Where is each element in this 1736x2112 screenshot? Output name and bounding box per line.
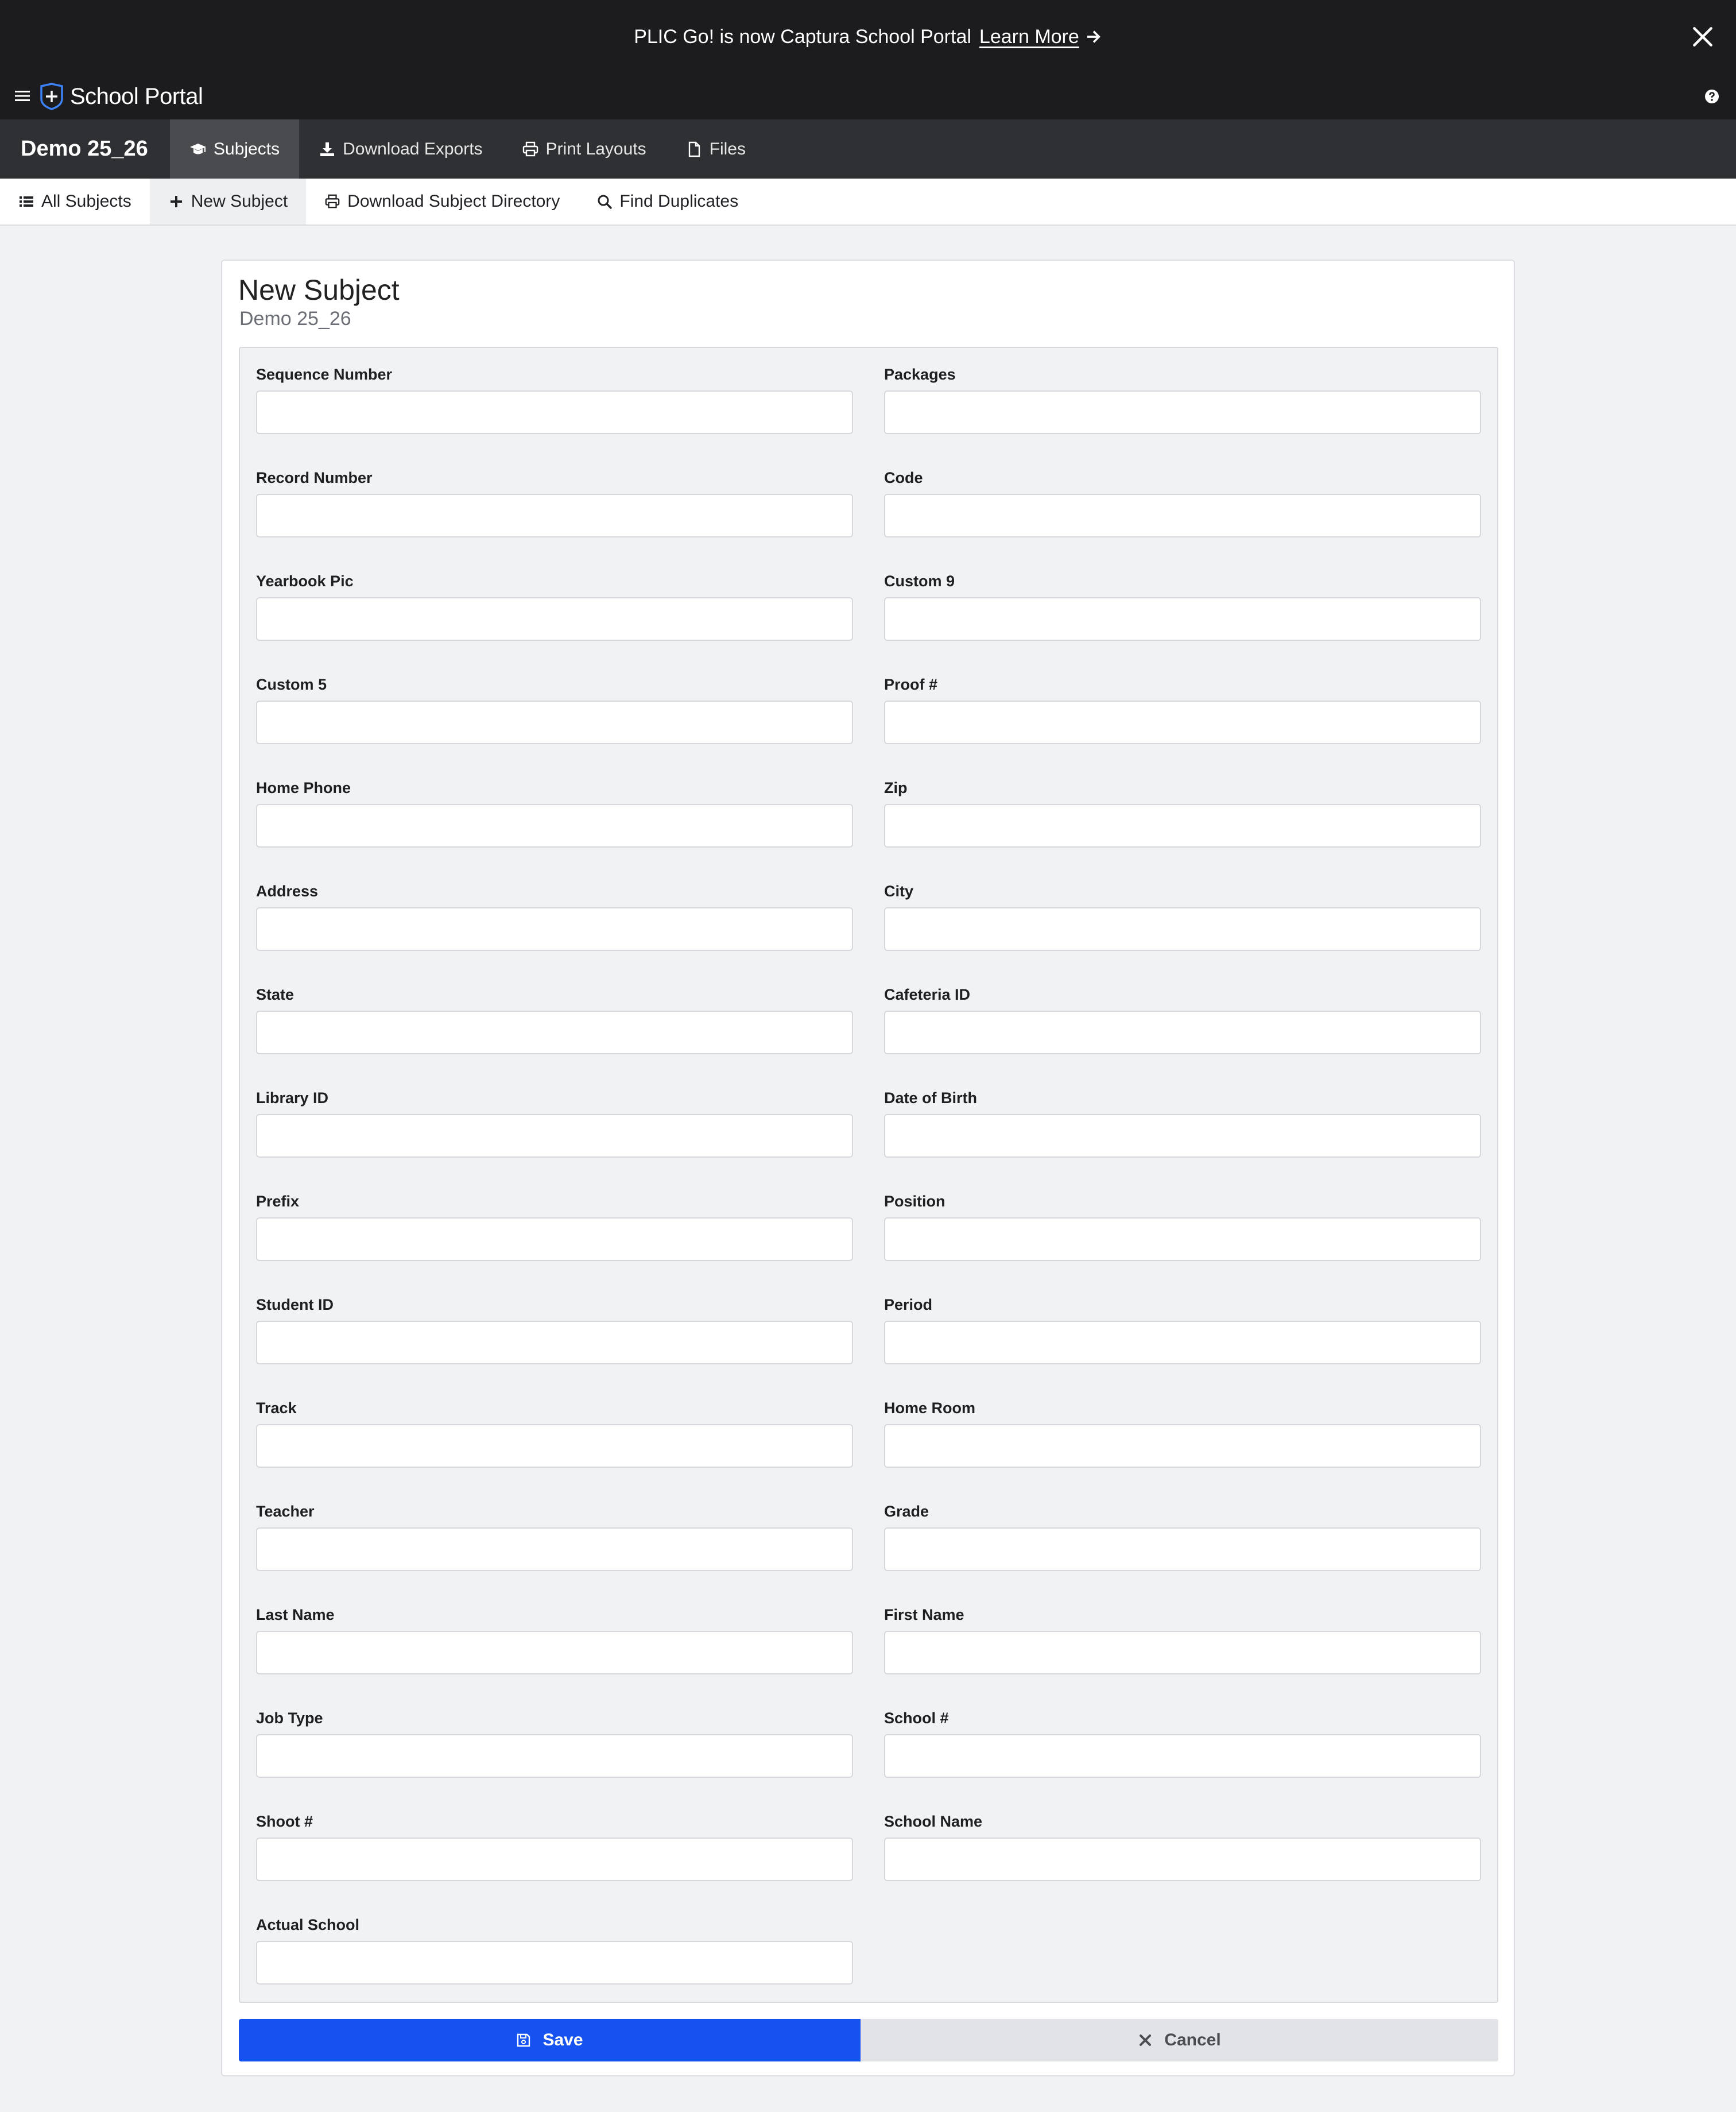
field-label: School # — [884, 1709, 949, 1727]
field-last-name — [256, 1606, 853, 1624]
times-icon — [1138, 2033, 1153, 2048]
download-icon — [319, 141, 336, 158]
field-label: State — [256, 986, 294, 1003]
printer-icon — [522, 141, 539, 158]
actual-school-input[interactable] — [256, 1941, 853, 1985]
field-label: Period — [884, 1296, 933, 1313]
subtab-download-subject-directory[interactable] — [306, 179, 578, 225]
field-label: Shoot # — [256, 1813, 313, 1830]
field-label: Teacher — [256, 1503, 315, 1520]
field-job-type — [256, 1709, 853, 1727]
printer-icon — [324, 194, 340, 210]
field-zip — [884, 779, 1481, 797]
page-title: New Subject — [238, 274, 400, 306]
learn-more-link[interactable] — [979, 26, 1102, 48]
packages-input[interactable] — [884, 390, 1481, 434]
state-input[interactable] — [256, 1011, 853, 1054]
student-id-input[interactable] — [256, 1321, 853, 1364]
code-input[interactable] — [884, 494, 1481, 537]
field-yearbook-pic — [256, 572, 853, 590]
subtab-label: New Subject — [191, 192, 288, 211]
field-label: Custom 5 — [256, 676, 327, 693]
field-school-name — [884, 1812, 1481, 1831]
arrow-right-icon — [1085, 28, 1102, 45]
help-icon[interactable] — [1704, 88, 1720, 105]
grade-input[interactable] — [884, 1527, 1481, 1571]
tab-download-exports[interactable] — [299, 119, 502, 179]
field-label: Custom 9 — [884, 573, 955, 590]
field-date-of-birth — [884, 1089, 1481, 1107]
field-first-name — [884, 1606, 1481, 1624]
cancel-label: Cancel — [1164, 2030, 1221, 2049]
announcement-message: PLIC Go! is now Captura School Portal — [634, 25, 971, 48]
field-label: Code — [884, 469, 923, 486]
subject-subnav — [0, 179, 1736, 226]
field-library-id — [256, 1089, 853, 1107]
tab-subjects[interactable] — [170, 119, 299, 179]
file-icon — [685, 141, 703, 158]
field-label: Home Phone — [256, 779, 351, 796]
school-number-input[interactable] — [884, 1734, 1481, 1778]
prefix-input[interactable] — [256, 1217, 853, 1261]
field-label: Grade — [884, 1503, 929, 1520]
field-school-number — [884, 1709, 1481, 1727]
learn-more-label: Learn More — [979, 25, 1079, 48]
field-label: Sequence Number — [256, 366, 393, 383]
record-number-input[interactable] — [256, 494, 853, 537]
save-label: Save — [542, 2030, 583, 2049]
zip-input[interactable] — [884, 804, 1481, 848]
graduation-cap-icon — [189, 141, 207, 158]
field-label: Address — [256, 883, 319, 900]
tab-label: Subjects — [214, 139, 280, 158]
field-address — [256, 882, 853, 900]
field-label: Packages — [884, 366, 956, 383]
field-sequence-number — [256, 365, 853, 384]
field-label: Prefix — [256, 1193, 300, 1210]
field-label: Track — [256, 1399, 297, 1417]
field-label: Zip — [884, 779, 908, 796]
cafeteria-id-input[interactable] — [884, 1011, 1481, 1054]
field-custom-9 — [884, 572, 1481, 590]
library-id-input[interactable] — [256, 1114, 853, 1158]
subtab-label: Find Duplicates — [619, 192, 739, 211]
field-prefix — [256, 1192, 853, 1210]
floppy-disk-icon — [516, 2033, 531, 2048]
app-header — [0, 74, 1736, 119]
field-record-number — [256, 469, 853, 487]
tab-label: Files — [709, 139, 746, 158]
field-cafeteria-id — [884, 985, 1481, 1004]
subtab-label: Download Subject Directory — [347, 192, 560, 211]
tab-print-layouts[interactable] — [502, 119, 666, 179]
tab-label: Print Layouts — [545, 139, 646, 158]
field-label: Position — [884, 1193, 946, 1210]
address-input[interactable] — [256, 907, 853, 951]
brand-name[interactable]: School Portal — [70, 84, 203, 109]
page-subtitle: Demo 25_26 — [239, 308, 351, 330]
field-actual-school — [256, 1916, 853, 1934]
field-label: Student ID — [256, 1296, 334, 1313]
field-city — [884, 882, 1481, 900]
plus-icon — [168, 194, 184, 210]
field-label: Actual School — [256, 1916, 360, 1933]
track-input[interactable] — [256, 1424, 853, 1468]
custom-5-input[interactable] — [256, 701, 853, 744]
custom-9-input[interactable] — [884, 597, 1481, 641]
field-label: Proof # — [884, 676, 938, 693]
job-type-input[interactable] — [256, 1734, 853, 1778]
proof-number-input[interactable] — [884, 701, 1481, 744]
field-track — [256, 1399, 853, 1417]
announcement-banner — [0, 0, 1736, 74]
field-grade — [884, 1502, 1481, 1521]
field-label: Record Number — [256, 469, 373, 486]
field-label: School Name — [884, 1813, 983, 1830]
field-position — [884, 1192, 1481, 1210]
period-input[interactable] — [884, 1321, 1481, 1364]
subtab-find-duplicates[interactable] — [578, 179, 757, 225]
hamburger-menu-icon[interactable] — [15, 90, 30, 102]
field-label: Library ID — [256, 1089, 329, 1107]
field-student-id — [256, 1295, 853, 1314]
field-period — [884, 1295, 1481, 1314]
field-label: First Name — [884, 1606, 964, 1623]
save-button[interactable] — [239, 2019, 861, 2061]
field-label: Yearbook Pic — [256, 573, 354, 590]
close-icon[interactable] — [1690, 24, 1715, 49]
field-label: Job Type — [256, 1709, 323, 1727]
project-name: Demo 25_26 — [21, 137, 148, 161]
date-of-birth-input[interactable] — [884, 1114, 1481, 1158]
first-name-input[interactable] — [884, 1631, 1481, 1674]
tab-label: Download Exports — [343, 139, 483, 158]
city-input[interactable] — [884, 907, 1481, 951]
field-home-room — [884, 1399, 1481, 1417]
subtab-new-subject[interactable] — [150, 179, 306, 225]
field-home-phone — [256, 779, 853, 797]
field-shoot-number — [256, 1812, 853, 1831]
search-icon — [596, 194, 613, 210]
field-custom-5 — [256, 675, 853, 694]
field-label: Cafeteria ID — [884, 986, 971, 1003]
last-name-input[interactable] — [256, 1631, 853, 1674]
position-input[interactable] — [884, 1217, 1481, 1261]
school-portal-logo[interactable] — [39, 83, 64, 110]
field-proof-number — [884, 675, 1481, 694]
subtab-all-subjects[interactable] — [0, 179, 150, 225]
project-nav — [0, 119, 1736, 179]
yearbook-pic-input[interactable] — [256, 597, 853, 641]
home-phone-input[interactable] — [256, 804, 853, 848]
new-subject-card — [221, 260, 1515, 2076]
subtab-label: All Subjects — [41, 192, 131, 211]
field-code — [884, 469, 1481, 487]
shoot-number-input[interactable] — [256, 1838, 853, 1881]
form-actions — [239, 2019, 1498, 2061]
list-icon — [18, 194, 34, 210]
home-room-input[interactable] — [884, 1424, 1481, 1468]
field-packages — [884, 365, 1481, 384]
field-state — [256, 985, 853, 1004]
tab-files[interactable] — [666, 119, 765, 179]
field-label: Last Name — [256, 1606, 335, 1623]
field-teacher — [256, 1502, 853, 1521]
sequence-number-input[interactable] — [256, 390, 853, 434]
subject-form — [239, 347, 1498, 2003]
school-name-input[interactable] — [884, 1838, 1481, 1881]
field-label: Date of Birth — [884, 1089, 977, 1107]
field-label: City — [884, 883, 914, 900]
field-label: Home Room — [884, 1399, 976, 1417]
teacher-input[interactable] — [256, 1527, 853, 1571]
cancel-button[interactable] — [861, 2019, 1498, 2061]
